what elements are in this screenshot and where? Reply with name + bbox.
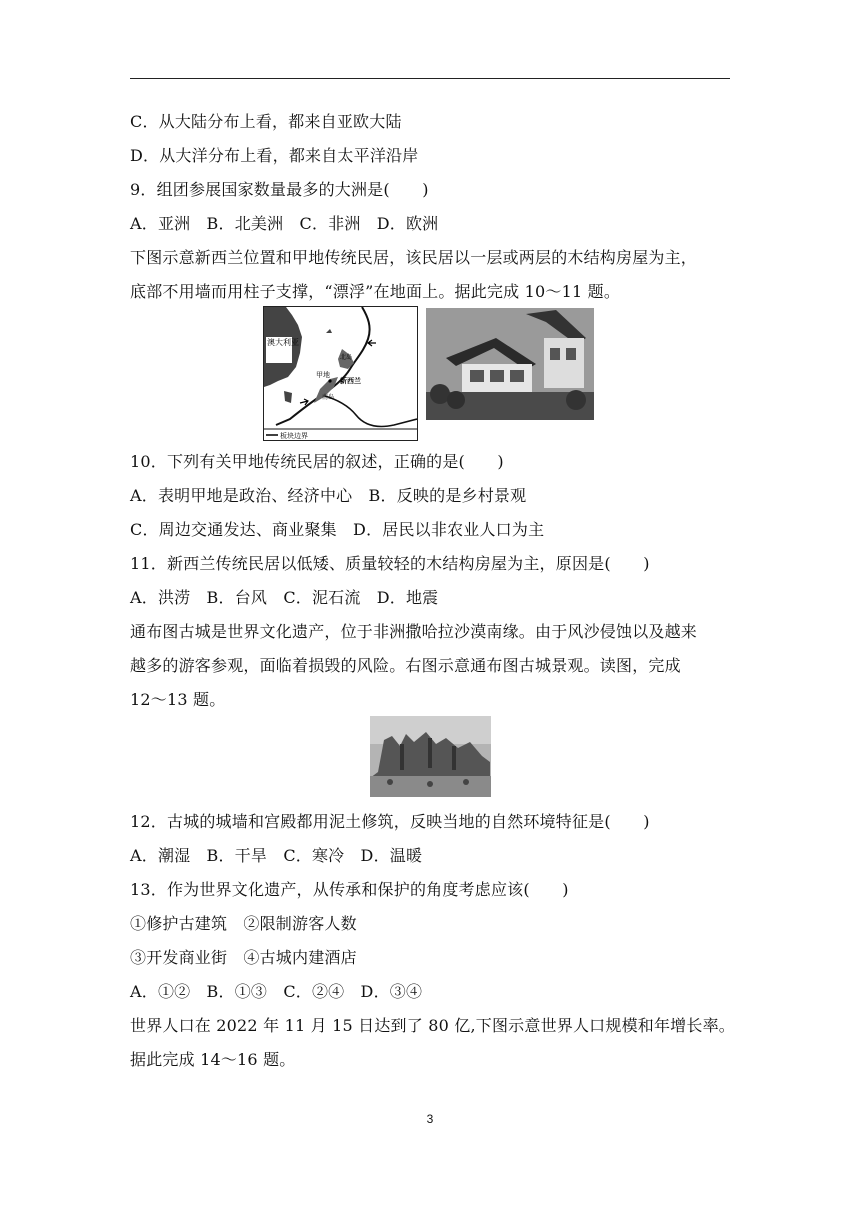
passage-line: 世界人口在 2022 年 11 月 15 日达到了 80 亿,下图示意世界人口规模和年增长率。: [130, 1016, 735, 1035]
map-label-australia: 澳大利亚: [267, 338, 299, 347]
options-13: A．①② B．①③ C．②④ D．③④: [130, 982, 423, 1001]
page-number: 3: [426, 1112, 434, 1126]
passage-line: 12～13 题。: [130, 690, 226, 709]
question-12: 12．古城的城墙和宫殿都用泥土修筑，反映当地的自然环境特征是( ): [130, 812, 650, 831]
passage-line: 据此完成 14～16 题。: [130, 1050, 296, 1069]
option-line: D．从大洋分布上看，都来自太平洋沿岸: [130, 146, 419, 165]
question-11: 11．新西兰传统民居以低矮、质量较轻的木结构房屋为主，原因是( ): [130, 554, 650, 573]
map-label-north-island: 北岛: [340, 354, 353, 361]
options-12: A．潮湿 B．干旱 C．寒冷 D．温暖: [130, 846, 423, 865]
statement-line: ③开发商业街 ④古城内建酒店: [130, 948, 357, 967]
map-label-nz: 新西兰: [340, 377, 361, 385]
question-10: 10．下列有关甲地传统民居的叙述，正确的是( ): [130, 452, 504, 471]
passage-line: 通布图古城是世界文化遗产，位于非洲撒哈拉沙漠南缘。由于风沙侵蚀以及越来: [130, 622, 698, 641]
options-9: A．亚洲 B．北美洲 C．非洲 D．欧洲: [130, 214, 439, 233]
new-zealand-map: [263, 306, 418, 441]
question-9: 9．组团参展国家数量最多的大洲是( ): [130, 180, 429, 199]
header-rule: [130, 78, 730, 79]
options-10b: C．周边交通发达、商业聚集 D．居民以非农业人口为主: [130, 520, 545, 539]
passage-line: 底部不用墙而用柱子支撑，“漂浮”在地面上。据此完成 10～11 题。: [130, 282, 621, 301]
options-11: A．洪涝 B．台风 C．泥石流 D．地震: [130, 588, 439, 607]
map-legend: 板块边界: [280, 432, 308, 440]
map-label-jia: 甲地: [316, 371, 330, 379]
question-13: 13．作为世界文化遗产，从传承和保护的角度考虑应该( ): [130, 880, 569, 899]
option-line: C．从大陆分布上看，都来自亚欧大陆: [130, 112, 402, 131]
traditional-house-photo: [426, 308, 594, 420]
passage-line: 下图示意新西兰位置和甲地传统民居，该民居以一层或两层的木结构房屋为主，: [130, 248, 698, 267]
passage-line: 越多的游客参观，面临着损毁的风险。右图示意通布图古城景观。读图，完成: [130, 656, 681, 675]
map-label-south-island: 南岛: [322, 394, 335, 401]
options-10a: A．表明甲地是政治、经济中心 B．反映的是乡村景观: [130, 486, 527, 505]
statement-line: ①修护古建筑 ②限制游客人数: [130, 914, 357, 933]
timbuktu-photo: [370, 716, 491, 797]
